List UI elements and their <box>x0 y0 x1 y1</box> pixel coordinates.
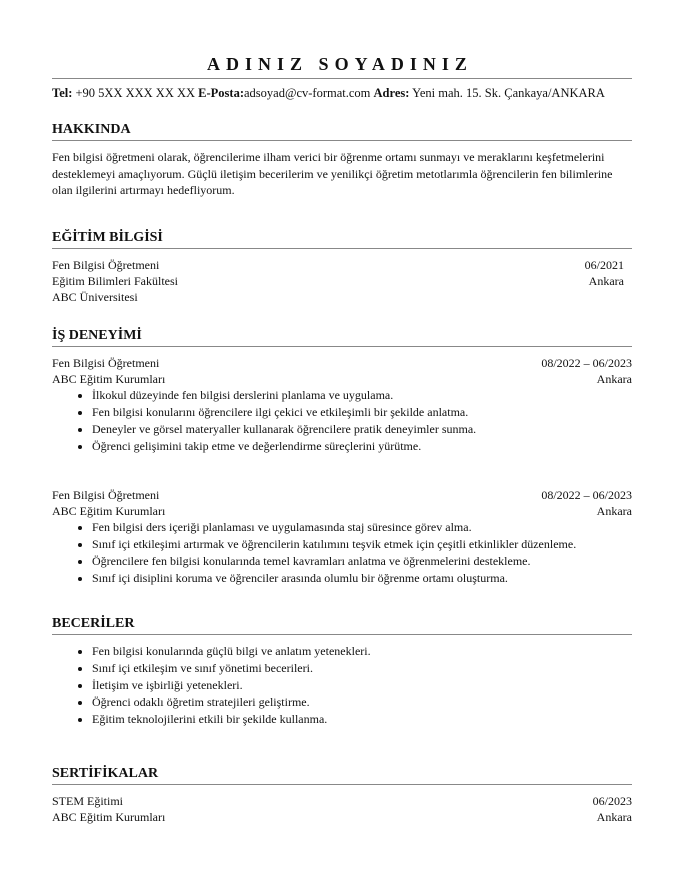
list-item: • Öğrenci gelişimini takip etme ve değerlendirme süreçlerini yürütme. <box>92 438 632 455</box>
email-label: E-Posta: <box>198 86 244 100</box>
list-item: • Fen bilgisi ders içeriği planlaması ve uygulamasında staj süresince görev alma. <box>92 519 632 536</box>
certificate-row-2 <box>52 809 632 825</box>
education-row-3 <box>52 289 632 305</box>
tel-label: Tel: <box>52 86 73 100</box>
contact-line <box>52 86 632 101</box>
education-row-2 <box>52 273 632 289</box>
job-role: Fen Bilgisi Öğretmeni <box>52 356 160 370</box>
job-entry <box>52 487 632 587</box>
job-city: Ankara <box>596 504 632 518</box>
job-dates: 08/2022 – 06/2023 <box>541 356 632 370</box>
certificate-city: Ankara <box>596 810 632 824</box>
list-item: • Deneyler ve görsel materyaller kullanarak öğrencilere pratik deneyimler sunma. <box>92 421 632 438</box>
list-item: • Sınıf içi disiplini koruma ve öğrenciler arasında olumlu bir öğrenme ortamı oluşturma. <box>92 570 632 587</box>
list-item: • İletişim ve işbirliği yetenekleri. <box>92 677 632 694</box>
name-divider <box>52 78 632 79</box>
email-value: adsoyad@cv-format.com <box>244 86 374 100</box>
full-name: ADINIZ SOYADINIZ <box>207 54 473 74</box>
list-item: • Sınıf içi etkileşim ve sınıf yönetimi becerileri. <box>92 660 632 677</box>
job-row-2 <box>52 371 632 387</box>
job-bullets <box>52 387 632 455</box>
list-item: • Eğitim teknolojilerini etkili bir şekilde kullanma. <box>92 711 632 728</box>
job-row-1 <box>52 355 632 371</box>
education-section <box>52 230 632 305</box>
education-city: Ankara <box>588 274 624 288</box>
skills-list <box>52 643 632 728</box>
certificates-section <box>52 766 632 825</box>
experience-title: İŞ DENEYİMİ <box>52 328 632 347</box>
certificates-title: SERTİFİKALAR <box>52 766 632 785</box>
certificate-name: STEM Eğitimi <box>52 794 124 808</box>
job-company: ABC Eğitim Kurumları <box>52 504 166 518</box>
education-row-1 <box>52 257 632 273</box>
job-row-2 <box>52 503 632 519</box>
job-role: Fen Bilgisi Öğretmeni <box>52 488 160 502</box>
certificate-row-1 <box>52 793 632 809</box>
job-bullets <box>52 519 632 587</box>
address-value: Yeni mah. 15. Sk. Çankaya/ANKARA <box>409 86 605 100</box>
list-item: • Öğrencilere fen bilgisi konularında temel kavramları anlatma ve öğrenmelerini destekleme. <box>92 553 632 570</box>
education-title: EĞİTİM BİLGİSİ <box>52 230 632 249</box>
list-item: • İlkokul düzeyinde fen bilgisi derslerini planlama ve uygulama. <box>92 387 632 404</box>
education-university: ABC Üniversitesi <box>52 290 138 304</box>
list-item: • Öğrenci odaklı öğretim stratejileri geliştirme. <box>92 694 632 711</box>
education-date: 06/2021 <box>584 258 624 272</box>
certificate-org: ABC Eğitim Kurumları <box>52 810 166 824</box>
job-entry <box>52 355 632 455</box>
education-degree: Fen Bilgisi Öğretmeni <box>52 258 160 272</box>
experience-section <box>52 328 632 587</box>
list-item: • Fen bilgisi konularını öğrencilere ilgi çekici ve etkileşimli bir şekilde anlatma. <box>92 404 632 421</box>
about-title: HAKKINDA <box>52 122 632 141</box>
tel-value: +90 5XX XXX XX XX <box>72 86 199 100</box>
job-company: ABC Eğitim Kurumları <box>52 372 166 386</box>
about-text: Fen bilgisi öğretmeni olarak, öğrencilerime ilham verici bir öğrenme ortamı sunmayı ve meraklarını keşfetmelerini desteklemeyi amaçlıyorum. Güçlü iletişim becerilerim ve yenilikçi öğretim metotlarımla öğrencilerin fen bilimlerine olan ilgilerini artırmayı hedefliyorum. <box>52 150 613 197</box>
address-label: Adres: <box>373 86 410 100</box>
certificate-date: 06/2023 <box>592 794 632 808</box>
job-row-1 <box>52 487 632 503</box>
job-city: Ankara <box>596 372 632 386</box>
list-item: • Fen bilgisi konularında güçlü bilgi ve anlatım yetenekleri. <box>92 643 632 660</box>
job-dates: 08/2022 – 06/2023 <box>541 488 632 502</box>
skills-title: BECERİLER <box>52 616 632 635</box>
about-section <box>52 122 632 199</box>
skills-section <box>52 616 632 728</box>
list-item: • Sınıf içi etkileşimi artırmak ve öğrencilerin katılımını teşvik etmek için çeşitli etkinlikler düzenleme. <box>92 536 632 553</box>
education-faculty: Eğitim Bilimleri Fakültesi <box>52 274 178 288</box>
